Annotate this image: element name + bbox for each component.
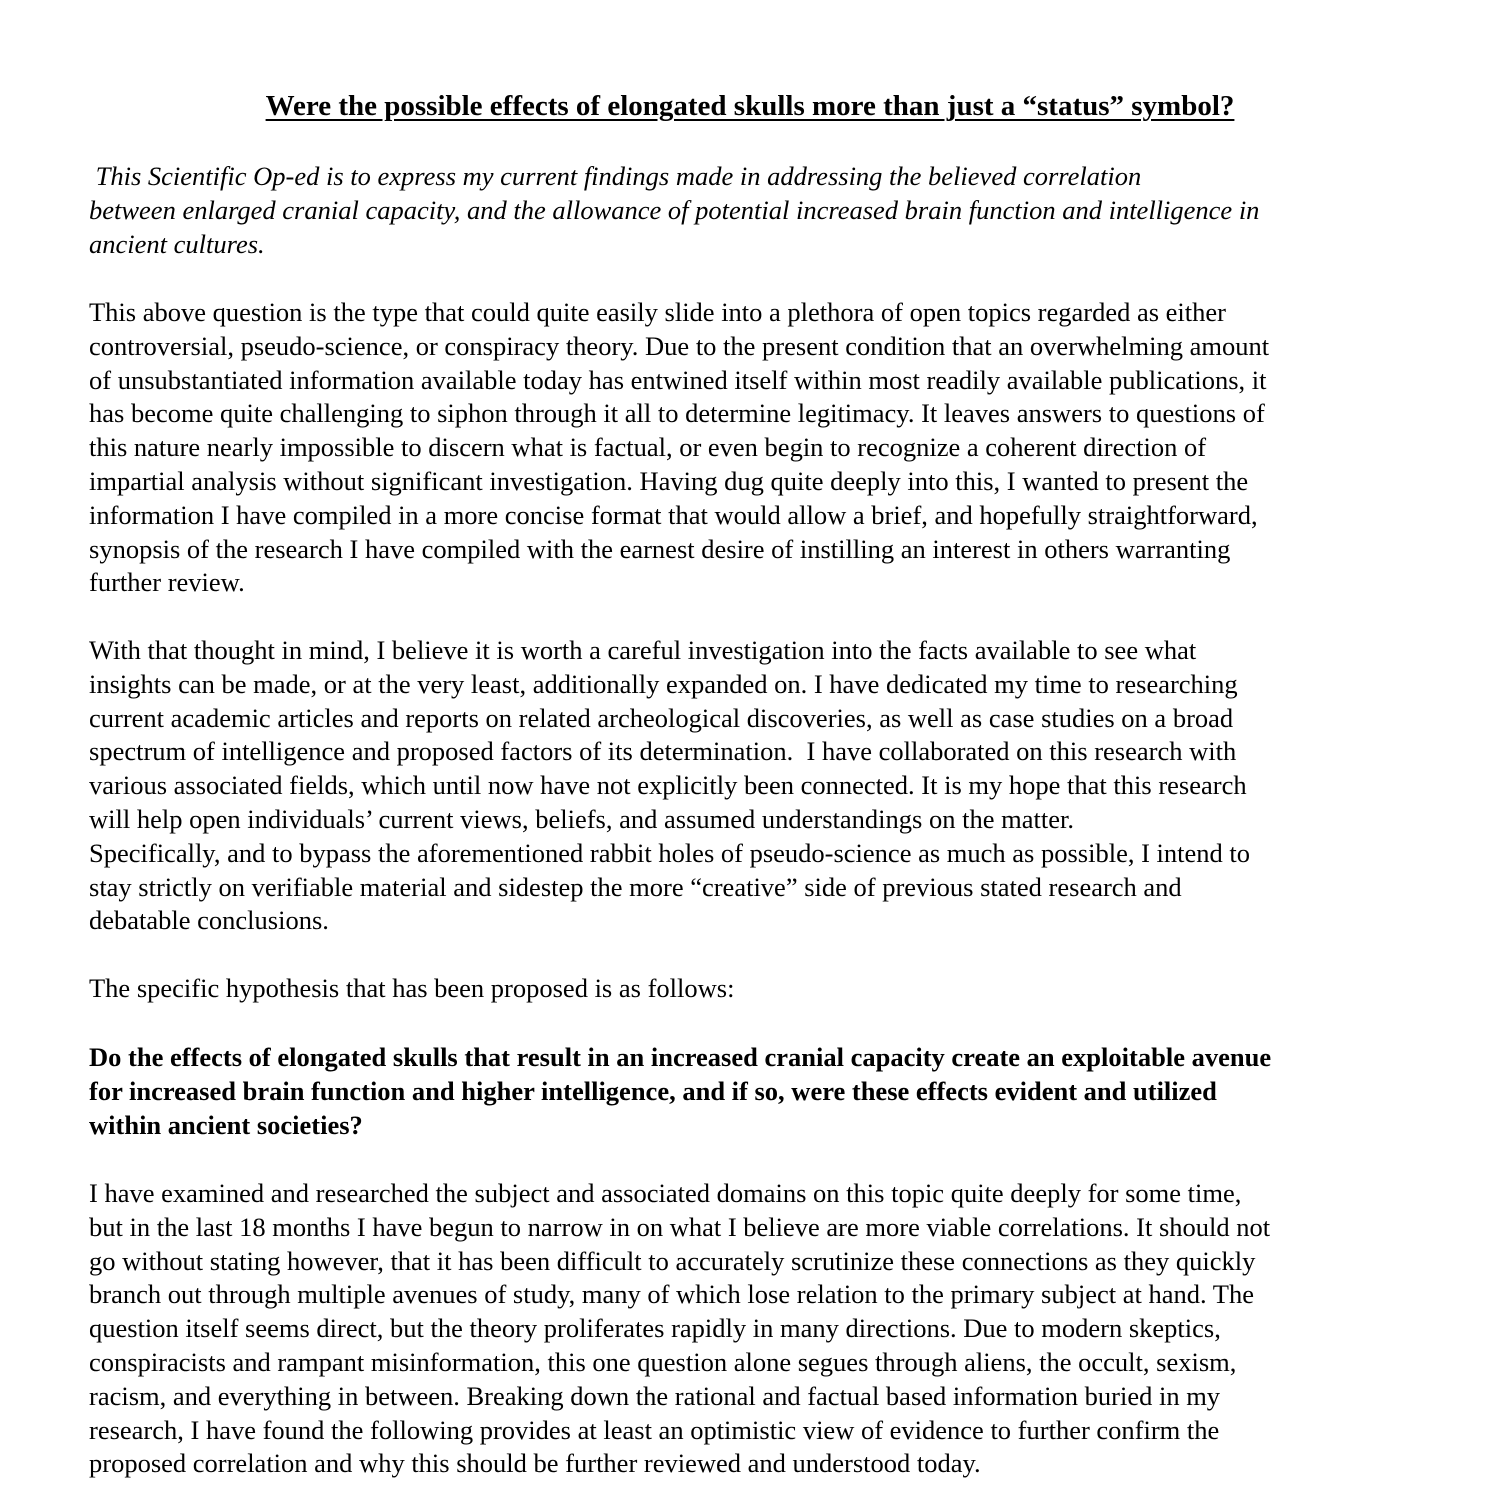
paragraph-4	[89, 1177, 1429, 1481]
paragraph-line: With that thought in mind, I believe it is worth a careful investigation into the facts available to see what	[89, 635, 1197, 665]
paragraph-line: conspiracists and rampant misinformation, this one question alone segues through aliens, the occult, sexism,	[89, 1346, 1237, 1377]
paragraph-line: current academic articles and reports on related archeological discoveries, as well as case studies on a broad	[89, 702, 1234, 733]
paragraph-line: This above question is the type that could quite easily slide into a plethora of open topics regarded as either	[89, 297, 1226, 327]
hypothesis-line: within ancient societies?	[89, 1109, 363, 1140]
hypothesis-intro	[89, 972, 1429, 1006]
paragraph-line: research, I have found the following provides at least an optimistic view of evidence to further confirm the	[89, 1414, 1220, 1445]
paragraph-2	[89, 634, 1429, 938]
hypothesis-intro-line: The specific hypothesis that has been proposed is as follows:	[89, 973, 735, 1003]
paragraph-line: but in the last 18 months I have begun to narrow in on what I believe are more viable correlations. It should not	[89, 1211, 1271, 1242]
paragraph-line: this nature nearly impossible to discern what is factual, or even begin to recognize a coherent direction of	[89, 432, 1207, 463]
document-title	[0, 88, 1500, 124]
paragraph-line: Specifically, and to bypass the aforementioned rabbit holes of pseudo-science as much as possible, I intend to	[89, 837, 1251, 868]
intro-line: between enlarged cranial capacity, and the allowance of potential increased brain function and intelligence in	[89, 194, 1260, 225]
paragraph-line: stay strictly on verifiable material and sidestep the more “creative” side of previous stated research and	[89, 871, 1182, 902]
paragraph-line: go without stating however, that it has been difficult to accurately scrutinize these connections as they quickly	[89, 1245, 1256, 1276]
paragraph-1	[89, 296, 1429, 600]
paragraph-line: impartial analysis without significant investigation. Having dug quite deeply into this, I wanted to present the	[89, 465, 1249, 496]
hypothesis-statement	[89, 1041, 1429, 1142]
hypothesis-line: Do the effects of elongated skulls that result in an increased cranial capacity create an exploitable avenue	[89, 1042, 1272, 1072]
paragraph-line: branch out through multiple avenues of study, many of which lose relation to the primary subject at hand. The	[89, 1279, 1254, 1310]
paragraph-line: racism, and everything in between. Breaking down the rational and factual based information buried in my	[89, 1380, 1221, 1411]
paragraph-line: controversial, pseudo-science, or conspiracy theory. Due to the present condition that an overwhelming amount	[89, 330, 1270, 361]
paragraph-line: spectrum of intelligence and proposed factors of its determination. I have collaborated on this research with	[89, 736, 1237, 767]
paragraph-line: synopsis of the research I have compiled with the earnest desire of instilling an interest in others warranting	[89, 533, 1231, 564]
paragraph-line: various associated fields, which until now have not explicitly been connected. It is my hope that this research	[89, 770, 1247, 801]
paragraph-line: of unsubstantiated information available today has entwined itself within most readily available publications, it	[89, 364, 1267, 395]
paragraph-line: I have examined and researched the subject and associated domains on this topic quite deeply for some time,	[89, 1178, 1242, 1208]
intro-line: This Scientific Op-ed is to express my current findings made in addressing the believed correlation	[89, 161, 1142, 191]
hypothesis-line: for increased brain function and higher intelligence, and if so, were these effects evident and utilized	[89, 1075, 1217, 1106]
document-title-text: Were the possible effects of elongated skulls more than just a “status” symbol?	[265, 90, 1235, 122]
paragraph-line: question itself seems direct, but the theory proliferates rapidly in many directions. Due to modern skeptics,	[89, 1313, 1221, 1344]
paragraph-line: insights can be made, or at the very least, additionally expanded on. I have dedicated my time to researching	[89, 668, 1238, 699]
paragraph-line: will help open individuals’ current views, beliefs, and assumed understandings on the matter.	[89, 803, 1074, 834]
paragraph-line: proposed correlation and why this should be further reviewed and understood today.	[89, 1448, 981, 1479]
paragraph-line: debatable conclusions.	[89, 905, 329, 936]
paragraph-line: information I have compiled in a more concise format that would allow a brief, and hopefully straightforward,	[89, 499, 1258, 530]
paragraph-line: has become quite challenging to siphon through it all to determine legitimacy. It leaves answers to questions of	[89, 398, 1265, 429]
intro-abstract	[89, 160, 1429, 261]
paragraph-line: further review.	[89, 567, 245, 598]
intro-line: ancient cultures.	[89, 228, 265, 259]
